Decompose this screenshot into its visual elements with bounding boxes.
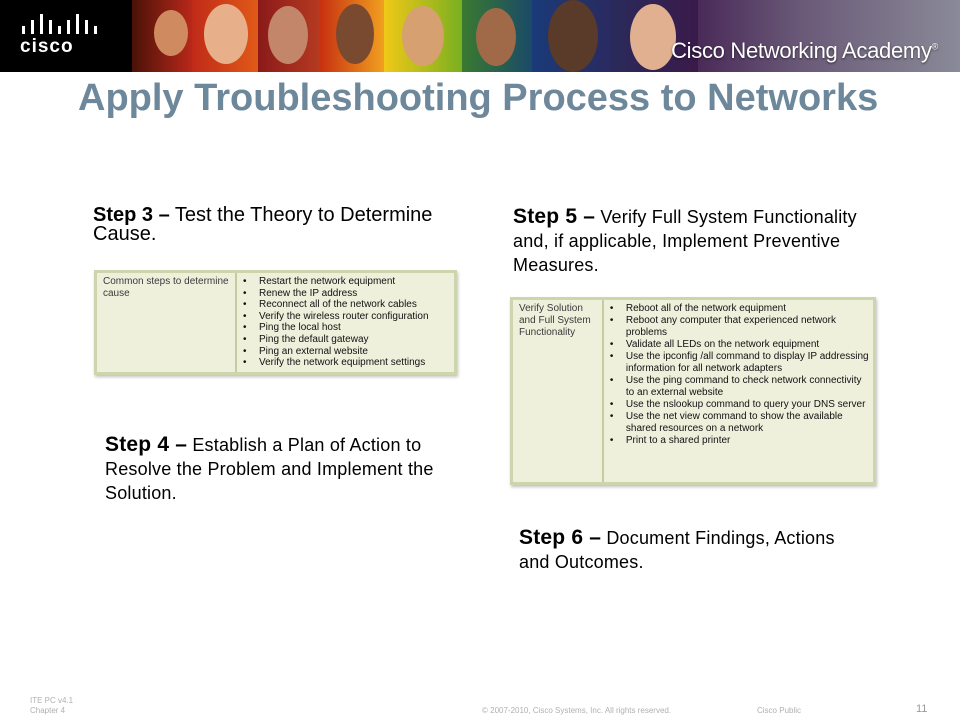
table-list — [604, 300, 873, 482]
list-item: • Print to a shared printer — [626, 435, 871, 447]
list-item: • Reboot all of the network equipment — [626, 303, 871, 315]
step-5-label: Step 5 – — [513, 205, 596, 228]
list-item: • Use the ipconfig /all command to display IP addressing information for all network adapters — [626, 351, 871, 375]
list-item: • Reconnect all of the network cables — [259, 299, 429, 311]
list-item: • Use the ping command to check network connectivity to an external website — [626, 375, 871, 399]
footer-course-info — [30, 696, 73, 716]
table-list — [237, 273, 433, 372]
table-heading: Verify Solution and Full System Functionality — [513, 300, 604, 482]
determine-cause-table — [94, 270, 457, 375]
step-6-description: Document Findings, Actions and Outcomes. — [519, 528, 835, 572]
cisco-wordmark: cisco — [20, 36, 74, 57]
slide-title: Apply Troubleshooting Process to Networks — [78, 77, 879, 119]
photo-tile — [192, 0, 258, 72]
header-banner — [0, 0, 960, 72]
step-4-label: Step 4 – — [105, 433, 188, 456]
list-item: • Ping the local host — [259, 322, 429, 334]
step-4-description: Establish a Plan of Action to Resolve the Problem and Implement the Solution. — [105, 435, 434, 503]
footer-classification: Cisco Public — [757, 706, 802, 715]
list-item: • Validate all LEDs on the network equipment — [626, 339, 871, 351]
list-item: • Renew the IP address — [259, 288, 429, 300]
footer-copyright: © 2007-2010, Cisco Systems, Inc. All rights reserved. — [482, 706, 672, 715]
table-heading: Common steps to determine cause — [97, 273, 237, 372]
step-3-label: Step 3 – — [93, 204, 170, 226]
cisco-logo — [0, 0, 132, 72]
list-item: • Verify the wireless router configuration — [259, 311, 429, 323]
step-5-description: Verify Full System Functionality and, if applicable, Implement Preventive Measures. — [513, 207, 857, 275]
page-number: 11 — [916, 703, 928, 715]
cisco-bridge-icon — [20, 14, 112, 36]
photo-tile — [384, 0, 462, 72]
list-item: • Reboot any computer that experienced network problems — [626, 315, 871, 339]
step-3-description: Test the Theory to Determine Cause. — [93, 204, 433, 245]
list-item: • Restart the network equipment — [259, 276, 429, 288]
step-6-text — [519, 526, 849, 574]
list-item: • Use the net view command to show the available shared resources on a network — [626, 411, 871, 435]
list-item: • Use the nslookup command to query your DNS server — [626, 399, 871, 411]
photo-tile — [132, 0, 192, 72]
footer-chapter: Chapter 4 — [30, 706, 66, 715]
photo-tile — [320, 0, 384, 72]
step-3-text — [93, 206, 473, 244]
photo-tile — [258, 0, 320, 72]
step-4-text — [105, 433, 465, 505]
photo-tile — [462, 0, 532, 72]
step-6-label: Step 6 – — [519, 526, 602, 549]
photo-tile — [532, 0, 612, 72]
list-item: • Verify the network equipment settings — [259, 357, 429, 369]
step-5-text — [513, 205, 873, 277]
networking-academy-brand: Cisco Networking Academy® — [671, 38, 938, 63]
list-item: • Ping an external website — [259, 346, 429, 358]
verify-functionality-table — [510, 297, 876, 485]
footer-course: ITE PC v4.1 — [30, 696, 74, 705]
list-item: • Ping the default gateway — [259, 334, 429, 346]
